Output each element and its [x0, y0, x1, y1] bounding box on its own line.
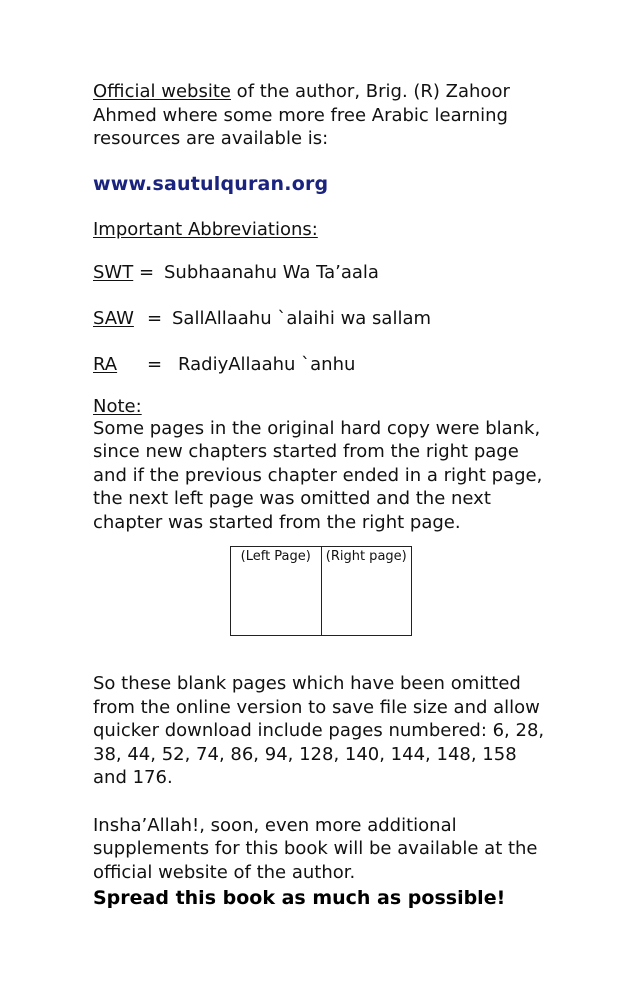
abbreviation-list	[93, 262, 553, 378]
right-page-cell: (Right page)	[325, 549, 407, 564]
page-diagram-spacer	[93, 546, 553, 650]
intro-paragraph	[93, 80, 548, 151]
abbreviation-key: SWT	[93, 261, 134, 283]
abbreviation-swt	[93, 262, 553, 286]
intro-text: of the author, Brig. (R) Zahoor Ahmed where some more free Arabic learning resources are available is:	[93, 81, 510, 149]
abbreviation-ra	[93, 354, 553, 378]
abbreviation-key: SAW	[93, 307, 134, 329]
note-heading	[93, 396, 553, 417]
left-page-cell: (Left Page)	[231, 547, 322, 635]
abbreviation-equals: =	[147, 353, 163, 375]
official-website-link[interactable]: Official website	[93, 81, 231, 102]
abbreviation-value: SallAllaahu `alaihi wa sallam	[172, 307, 432, 329]
abbreviation-key: RA	[93, 353, 118, 375]
abbreviations-heading	[93, 219, 553, 240]
blank-pages-paragraph: So these blank pages which have been omitted from the online version to save file size and allow quicker download include pages numbered: 6, 28, 38, 44, 52, 74, 86, 94, 128, 140, 144, 148, 158 and 176.	[93, 673, 545, 788]
abbreviation-equals: =	[139, 261, 155, 283]
closing-line: Spread this book as much as possible!	[93, 887, 506, 909]
note-heading-text: Note:	[93, 395, 142, 417]
abbreviation-saw	[93, 308, 553, 332]
abbreviation-value: RadiyAllaahu `anhu	[178, 353, 356, 375]
abbreviation-value: Subhaanahu Wa Ta’aala	[164, 261, 379, 283]
note-text: Some pages in the original hard copy were blank, since new chapters started from the right page and if the previous chapter ended in a right page, the next left page was omitted and the next chapter was started from the right page.	[93, 417, 543, 533]
page-diagram	[230, 546, 412, 636]
website-url[interactable]: www.sautulquran.org	[93, 172, 329, 195]
abbreviations-heading-text: Important Abbreviations:	[93, 218, 318, 240]
document-page	[93, 80, 553, 909]
abbreviation-equals: =	[147, 307, 163, 329]
supplements-paragraph: Insha’Allah!, soon, even more additional supplements for this book will be available at the official website of the author.	[93, 814, 538, 883]
